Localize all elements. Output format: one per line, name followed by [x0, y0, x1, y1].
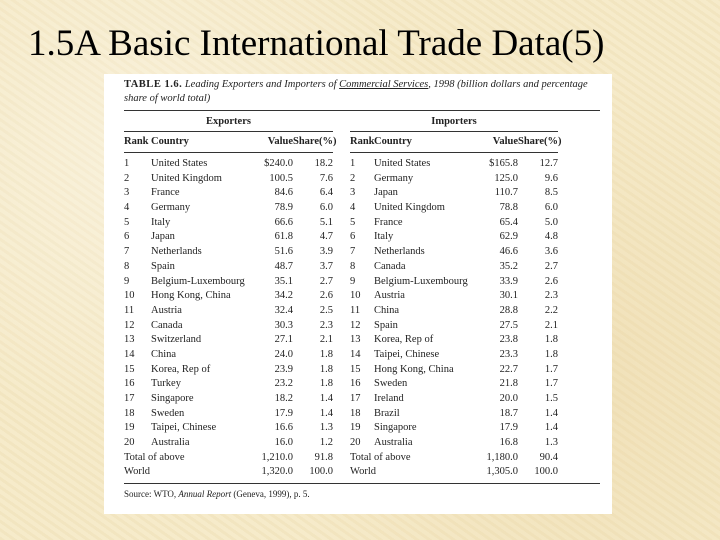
exporter-value: 32.4: [274, 304, 293, 316]
exporter-share: 5.1: [319, 216, 333, 228]
table-caption: [124, 78, 600, 106]
column-gap: [333, 377, 350, 392]
importer-rank: 3: [350, 187, 356, 199]
importer-country: Sweden: [374, 378, 408, 390]
importer-country: Australia: [374, 437, 413, 449]
column-gap: [333, 275, 350, 290]
exporter-total-value: 1,210.0: [261, 451, 293, 463]
table-row: [124, 260, 600, 275]
exporter-share: 1.4: [319, 393, 333, 404]
exporter-rank: 3: [124, 187, 130, 199]
column-gap: [333, 172, 350, 187]
exporter-value: 34.2: [274, 290, 293, 302]
exporter-share: 6.4: [319, 187, 333, 199]
importer-share: 2.1: [544, 319, 558, 331]
table-row: [124, 363, 600, 378]
exporter-rank: 17: [124, 393, 135, 404]
exporter-share: 1.8: [319, 348, 333, 360]
importer-rank: 16: [350, 378, 361, 390]
exporter-country: Spain: [151, 260, 175, 272]
table-row: [124, 230, 600, 245]
importer-country: Italy: [374, 231, 394, 243]
caption-underlined-term: Commercial Services: [339, 79, 429, 90]
group-headers: [124, 111, 600, 131]
exporter-value: 51.6: [274, 246, 293, 258]
importer-share: 1.5: [544, 393, 558, 404]
exporter-share: 2.6: [319, 290, 333, 302]
importer-share: 2.2: [544, 304, 558, 316]
importer-value: 30.1: [499, 290, 518, 302]
column-gap: [333, 363, 350, 378]
exporter-share: 2.5: [319, 304, 333, 316]
exporter-value: 16.6: [274, 422, 293, 434]
exporter-rank: 19: [124, 422, 135, 434]
column-gap: [333, 157, 350, 172]
exporter-share: 1.8: [319, 378, 333, 390]
importer-country: Spain: [374, 319, 398, 331]
importer-rank: 7: [350, 246, 356, 258]
table-row: [124, 421, 600, 436]
importer-value: 28.8: [499, 304, 518, 316]
exporter-rank: 2: [124, 172, 130, 184]
importer-value: 16.8: [499, 437, 518, 449]
exporter-value: 27.1: [274, 334, 293, 346]
importer-share: 6.0: [544, 202, 558, 214]
table-row: [124, 172, 600, 187]
importer-rank: 9: [350, 275, 356, 287]
exporter-value: 17.9: [274, 407, 293, 419]
importer-rank: 6: [350, 231, 356, 243]
exporter-country: Belgium-Luxembourg: [151, 275, 245, 287]
exporter-rank: 6: [124, 231, 130, 243]
column-gap: [333, 260, 350, 275]
importer-share: 4.8: [544, 231, 558, 243]
source-title: Annual Report: [178, 489, 232, 500]
col-header-country: Country: [151, 136, 189, 147]
exporter-country: Australia: [151, 437, 190, 449]
importer-country: Singapore: [374, 422, 417, 434]
importer-country: Korea, Rep of: [374, 334, 434, 346]
importer-value: 62.9: [499, 231, 518, 243]
exporter-value: 35.1: [274, 275, 293, 287]
exporter-country: Sweden: [151, 407, 185, 419]
caption-text-start: Leading Exporters and Importers of: [182, 79, 340, 90]
column-gap: [333, 304, 350, 319]
source-prefix: Source: WTO,: [124, 489, 179, 500]
exporter-country: United States: [151, 158, 208, 169]
column-gap: [333, 436, 350, 451]
column-gap: [333, 186, 350, 201]
importer-value: $165.8: [489, 158, 518, 169]
exporter-value: 84.6: [274, 187, 293, 199]
table-row: [124, 319, 600, 334]
importer-rank: 13: [350, 334, 361, 346]
column-gap: [333, 465, 350, 480]
importer-share: 3.6: [544, 246, 558, 258]
exporter-country: United Kingdom: [151, 172, 222, 184]
importer-value: 35.2: [499, 260, 518, 272]
importer-rank: 10: [350, 290, 361, 302]
importer-share: 1.8: [544, 334, 558, 346]
exporter-share: 6.0: [319, 202, 333, 214]
column-gap: [333, 392, 350, 407]
exporter-country: Taipei, Chinese: [151, 422, 217, 434]
exporter-rank: 18: [124, 407, 135, 419]
exporter-country: France: [151, 187, 180, 199]
exporter-share: 1.2: [319, 437, 333, 449]
exporter-rank: 15: [124, 363, 135, 375]
importer-share: 1.7: [544, 378, 558, 390]
importer-total-value: 1,180.0: [486, 451, 518, 463]
importer-total-share: 100.0: [534, 466, 558, 478]
importer-total-label: Total of above: [350, 451, 411, 463]
col-header-rank: Rank: [124, 136, 149, 147]
exporter-rank: 14: [124, 348, 135, 360]
column-gap: [333, 289, 350, 304]
column-gap: [333, 451, 350, 466]
importer-value: 17.9: [499, 422, 518, 434]
exporter-share: 1.8: [319, 363, 333, 375]
importer-share: 1.4: [544, 407, 558, 419]
importer-share: 5.0: [544, 216, 558, 228]
exporter-value: 78.9: [274, 202, 293, 214]
exporter-total-share: 91.8: [314, 451, 333, 463]
table-row: [124, 201, 600, 216]
importer-rank: 11: [350, 304, 361, 316]
importer-value: 23.8: [499, 334, 518, 346]
caption-text-end: , 1998 (billion dollars and percentage share of world total): [124, 79, 588, 104]
importer-value: 20.0: [499, 393, 518, 404]
exporter-value: 23.9: [274, 363, 293, 375]
col-header-value: Value: [267, 136, 293, 147]
importer-country: United Kingdom: [374, 202, 445, 214]
importer-rank: 14: [350, 348, 361, 360]
exporter-rank: 10: [124, 290, 135, 302]
importer-share: 2.7: [544, 260, 558, 272]
column-gap: [333, 230, 350, 245]
exporter-share: 2.1: [319, 334, 333, 346]
exporter-value: 48.7: [274, 260, 293, 272]
importer-value: 65.4: [499, 216, 518, 228]
exporter-country: Netherlands: [151, 246, 202, 258]
exporter-country: Korea, Rep of: [151, 363, 211, 375]
importer-rank: 15: [350, 363, 361, 375]
importer-share: 1.3: [544, 437, 558, 449]
col-header-country: Country: [374, 136, 412, 147]
importer-country: China: [374, 304, 400, 316]
exporter-country: Hong Kong, China: [151, 290, 231, 302]
exporter-share: 7.6: [319, 172, 333, 184]
importer-country: Taipei, Chinese: [374, 348, 440, 360]
exporter-rank: 5: [124, 216, 130, 228]
table-row: [124, 392, 600, 407]
importer-country: France: [374, 216, 403, 228]
column-gap: [333, 421, 350, 436]
importer-share: 1.7: [544, 363, 558, 375]
importer-share: 12.7: [539, 158, 558, 169]
exporter-country: Japan: [151, 231, 175, 243]
importer-rank: 19: [350, 422, 361, 434]
exporter-share: 3.7: [319, 260, 333, 272]
importer-share: 1.4: [544, 422, 558, 434]
exporter-total-share: 100.0: [309, 466, 333, 478]
exporter-share: 1.4: [319, 407, 333, 419]
column-gap: [333, 348, 350, 363]
exporter-rank: 11: [124, 304, 135, 316]
table-row: [124, 216, 600, 231]
table-row: [124, 333, 600, 348]
exporter-value: 30.3: [274, 319, 293, 331]
importer-value: 78.8: [499, 202, 518, 214]
exporter-country: Canada: [151, 319, 183, 331]
exporter-country: Switzerland: [151, 334, 202, 346]
exporter-share: 3.9: [319, 246, 333, 258]
table-row: [124, 348, 600, 363]
table-body: [124, 157, 600, 480]
exporter-total-label: Total of above: [124, 451, 185, 463]
total-row: [124, 451, 600, 466]
column-gap: [333, 245, 350, 260]
importer-country: United States: [374, 158, 431, 169]
exporter-country: Germany: [151, 202, 191, 214]
importer-value: 22.7: [499, 363, 518, 375]
exporter-share: 18.2: [314, 158, 333, 169]
table-row: [124, 407, 600, 422]
importer-rank: 17: [350, 393, 361, 404]
importer-value: 110.7: [494, 187, 518, 199]
importer-country: Canada: [374, 260, 406, 272]
importer-country: Brazil: [374, 407, 400, 419]
importer-share: 8.5: [544, 187, 558, 199]
column-gap: [333, 407, 350, 422]
exporter-rank: 1: [124, 158, 130, 169]
importer-rank: 5: [350, 216, 356, 228]
importer-rank: 1: [350, 158, 356, 169]
exporter-share: 2.7: [319, 275, 333, 287]
exporter-rank: 16: [124, 378, 135, 390]
importer-rank: 2: [350, 172, 356, 184]
source-note: [124, 487, 600, 501]
exporter-value: 100.5: [269, 172, 293, 184]
importer-country: Belgium-Luxembourg: [374, 275, 468, 287]
importer-country: Netherlands: [374, 246, 425, 258]
importer-value: 21.8: [499, 378, 518, 390]
importer-share: 2.6: [544, 275, 558, 287]
exporter-country: Singapore: [151, 393, 194, 404]
table-label: TABLE 1.6.: [124, 79, 183, 90]
importer-country: Japan: [374, 187, 398, 199]
total-row: [124, 465, 600, 480]
importer-share: 9.6: [544, 172, 558, 184]
importer-rank: 4: [350, 202, 356, 214]
exporter-value: 24.0: [274, 348, 293, 360]
exporter-value: 18.2: [274, 393, 293, 404]
exporter-rank: 20: [124, 437, 135, 449]
col-header-share: Share(%): [293, 136, 337, 147]
exporter-country: Austria: [151, 304, 182, 316]
exporter-rank: 13: [124, 334, 135, 346]
importer-total-share: 90.4: [539, 451, 558, 463]
importer-country: Ireland: [374, 393, 404, 404]
exporter-share: 4.7: [319, 231, 333, 243]
bottom-rule: [124, 483, 600, 484]
exporter-value: 61.8: [274, 231, 293, 243]
importers-heading: Importers: [431, 115, 477, 127]
importer-total-label: World: [350, 466, 376, 478]
table-row: [124, 304, 600, 319]
col-header-value: Value: [492, 136, 518, 147]
exporter-value: $240.0: [264, 158, 293, 169]
column-gap: [333, 216, 350, 231]
table-row: [124, 377, 600, 392]
exporter-rank: 12: [124, 319, 135, 331]
table-row: [124, 289, 600, 304]
importer-value: 33.9: [499, 275, 518, 287]
table-row: [124, 245, 600, 260]
importer-rank: 20: [350, 437, 361, 449]
exporter-total-value: 1,320.0: [261, 466, 293, 478]
importer-rank: 12: [350, 319, 361, 331]
importer-share: 2.3: [544, 290, 558, 302]
importer-value: 46.6: [499, 246, 518, 258]
source-suffix: (Geneva, 1999), p. 5.: [231, 489, 310, 500]
importer-value: 125.0: [494, 172, 518, 184]
exporter-country: Italy: [151, 216, 171, 228]
table-figure: [104, 74, 612, 514]
exporter-share: 1.3: [319, 422, 333, 434]
importer-rank: 18: [350, 407, 361, 419]
exporter-value: 23.2: [274, 378, 293, 390]
exporters-heading: Exporters: [206, 115, 251, 127]
col-header-share: Share(%): [518, 136, 562, 147]
column-gap: [333, 201, 350, 216]
importer-country: Germany: [374, 172, 414, 184]
table-row: [124, 157, 600, 172]
table-row: [124, 436, 600, 451]
importer-value: 27.5: [499, 319, 518, 331]
exporter-rank: 7: [124, 246, 130, 258]
exporter-share: 2.3: [319, 319, 333, 331]
exporter-rank: 4: [124, 202, 130, 214]
col-header-rank: Rank: [350, 136, 375, 147]
importer-rank: 8: [350, 260, 356, 272]
column-header-row: [124, 132, 600, 152]
exporter-rank: 8: [124, 260, 130, 272]
exporter-rank: 9: [124, 275, 130, 287]
column-header-rules: [124, 152, 600, 153]
exporter-value: 66.6: [274, 216, 293, 228]
importer-country: Hong Kong, China: [374, 363, 454, 375]
exporter-total-label: World: [124, 466, 150, 478]
column-gap: [333, 333, 350, 348]
exporter-country: Turkey: [151, 378, 181, 390]
importer-share: 1.8: [544, 348, 558, 360]
importer-value: 23.3: [499, 348, 518, 360]
table-row: [124, 186, 600, 201]
importer-country: Austria: [374, 290, 405, 302]
exporter-country: China: [151, 348, 177, 360]
slide-title: 1.5A Basic International Trade Data(5): [28, 23, 605, 64]
table-row: [124, 275, 600, 290]
importer-total-value: 1,305.0: [486, 466, 518, 478]
exporter-value: 16.0: [274, 437, 293, 449]
column-gap: [333, 319, 350, 334]
importer-value: 18.7: [499, 407, 518, 419]
